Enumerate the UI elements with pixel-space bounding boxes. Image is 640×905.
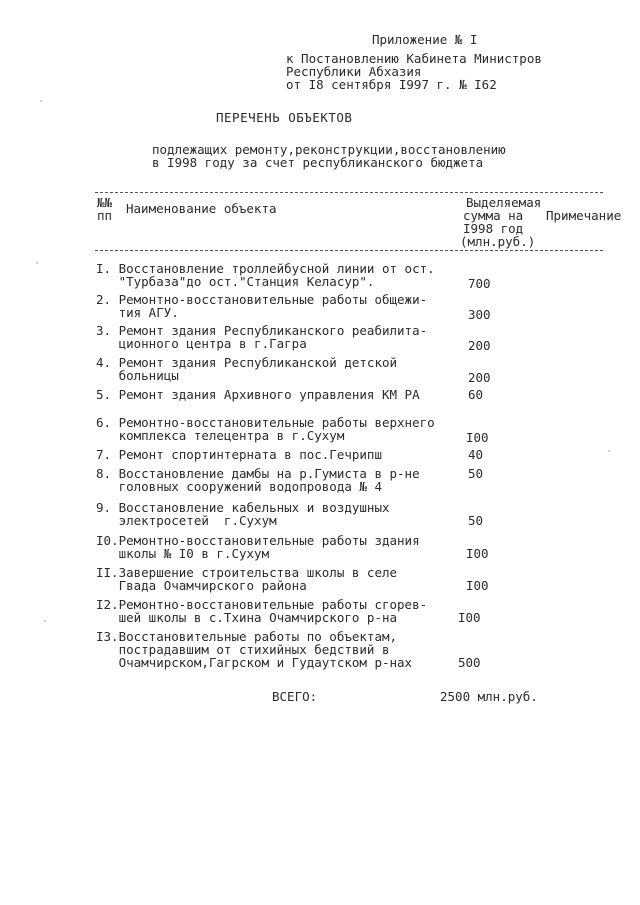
row-10-line-2: школы № I0 в г.Сухум <box>96 546 270 561</box>
total-value: 2500 млн.руб. <box>440 689 538 704</box>
col-header-sum-4: (млн.руб.) <box>460 234 536 249</box>
row-2-line-1: 2. Ремонтно-восстановительные работы общежи- <box>96 292 428 307</box>
resolution-line-2: Республики Абхазия <box>286 64 422 79</box>
row-5-sum: 60 <box>468 387 484 402</box>
row-7-line-1: 7. Ремонт спортинтерната в пос.Гечрипш <box>96 447 382 462</box>
col-header-name: Наименование объекта <box>126 201 277 216</box>
col-header-sum-1: Выделяемая <box>466 195 542 210</box>
row-11-line-1: II.Завершение строительства школы в селе <box>96 565 398 580</box>
table-top-rule <box>95 192 603 193</box>
row-7-sum: 40 <box>468 447 484 462</box>
row-9-sum: 50 <box>468 513 484 528</box>
scan-speck <box>40 100 42 102</box>
row-12-line-1: I2.Ремонтно-восстановительные работы сгорев- <box>96 597 428 612</box>
row-6-line-1: 6. Ремонтно-восстановительные работы верхнего <box>96 415 435 430</box>
col-header-sum-3: I998 год <box>463 221 524 236</box>
row-9-line-1: 9. Восстановление кабельных и воздушных <box>96 500 390 515</box>
row-3-line-2: ционного центра в г.Гагра <box>96 336 307 351</box>
row-2-line-2: тия АГУ. <box>96 305 179 320</box>
resolution-line-1: к Постановлению Кабинета Министров <box>286 51 542 66</box>
row-1-line-2: "Турбаза"до ост."Станция Келасур". <box>96 274 375 289</box>
row-5-line-1: 5. Ремонт здания Архивного управления КМ РА <box>96 387 420 402</box>
row-13-line-1: I3.Восстановительные работы по объектам, <box>96 629 398 644</box>
row-12-sum: I00 <box>458 610 481 625</box>
row-11-line-2: Гвада Очамчирского района <box>96 578 307 593</box>
subtitle-line-2: в I998 году за счет республиканского бюджета <box>152 155 484 170</box>
row-13-line-2: пострадавшим от стихийных бедствий в <box>96 642 390 657</box>
row-9-line-2: электросетей г.Сухум <box>96 513 277 528</box>
row-6-line-2: комплекса телецентра в г.Сухум <box>96 428 345 443</box>
table-header-rule <box>95 250 603 251</box>
row-4-line-1: 4. Ремонт здания Республиканской детской <box>96 355 398 370</box>
resolution-line-3: от I8 сентября I997 г. № I62 <box>286 77 497 92</box>
row-8-line-2: головных сооружений водопровода № 4 <box>96 479 382 494</box>
row-3-sum: 200 <box>468 338 491 353</box>
row-4-line-2: больницы <box>96 368 179 383</box>
col-header-sum-2: сумма на <box>463 208 524 223</box>
row-8-sum: 50 <box>468 466 484 481</box>
scan-speck <box>44 620 46 622</box>
row-12-line-2: шей школы в с.Тхина Очамчирского р-на <box>96 610 398 625</box>
row-3-line-1: 3. Ремонт здания Республиканского реабилита- <box>96 323 428 338</box>
row-10-sum: I00 <box>466 546 489 561</box>
row-6-sum: I00 <box>466 430 489 445</box>
total-label: ВСЕГО: <box>272 689 318 704</box>
document-title: ПЕРЕЧЕНЬ ОБЪЕКТОВ <box>216 110 353 125</box>
row-8-line-1: 8. Восстановление дамбы на р.Гумиста в р-не <box>96 466 420 481</box>
appendix-label: Приложение № I <box>372 32 478 47</box>
col-header-num-2: пп <box>97 208 113 223</box>
row-10-line-1: I0.Ремонтно-восстановительные работы здания <box>96 533 420 548</box>
subtitle-line-1: подлежащих ремонту,реконструкции,восстановлению <box>152 142 506 157</box>
row-11-sum: I00 <box>466 578 489 593</box>
row-1-line-1: I. Восстановление троллейбусной линии от ост. <box>96 261 435 276</box>
row-1-sum: 700 <box>468 276 491 291</box>
row-13-sum: 500 <box>458 655 481 670</box>
row-2-sum: 300 <box>468 307 491 322</box>
col-header-note: Примечание <box>546 208 622 223</box>
scan-speck <box>36 262 38 264</box>
col-header-num-1: №№ <box>97 195 113 210</box>
row-13-line-3: Очамчирском,Гагрском и Гудаутском р-нах <box>96 655 413 670</box>
scan-speck <box>608 450 610 452</box>
row-4-sum: 200 <box>468 370 491 385</box>
